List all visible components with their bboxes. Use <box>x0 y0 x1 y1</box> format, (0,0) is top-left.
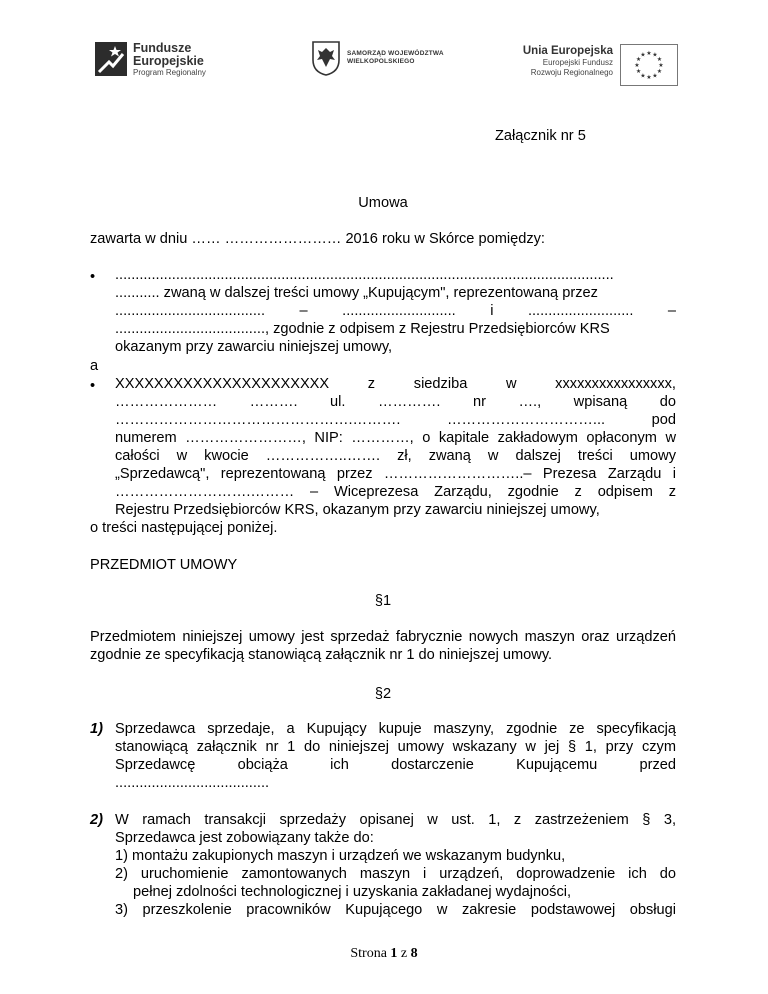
svg-text:★: ★ <box>658 62 664 69</box>
item-1-text <box>115 720 676 792</box>
party2-block <box>115 375 676 519</box>
svg-text:★: ★ <box>635 56 642 63</box>
party1-block <box>115 266 676 356</box>
party1-line: okazanym przy zawarciu niniejszej umowy, <box>115 339 393 355</box>
item-1-line: ...................................... <box>115 775 270 791</box>
item-2-line: Sprzedawca jest zobowiązany także do: <box>115 830 374 846</box>
party2-line: Rejestru Przedsiębiorców KRS, okazanym przy zawarciu niniejszej umowy, <box>115 502 600 518</box>
attachment-label: Załącznik nr 5 <box>495 128 586 144</box>
svg-text:★: ★ <box>656 68 663 75</box>
svg-text:★: ★ <box>646 50 652 57</box>
bullet-party1: • <box>90 269 96 285</box>
content-intro: o treści następującej poniżej. <box>90 520 278 536</box>
footer-of: z <box>400 946 408 961</box>
party2-line: XXXXXXXXXXXXXXXXXXXXXX z siedziba w xxxxxxxxxxxxxxxx, <box>115 376 676 392</box>
item-1-line: Sprzedawcę obciąża ich dostarczenie Kupującemu przed <box>115 757 676 773</box>
conjunction-a: a <box>90 358 99 374</box>
svg-text:★: ★ <box>635 68 642 75</box>
wlkp-line2: WIELKOPOLSKIEGO <box>347 58 415 65</box>
header-logos <box>0 34 768 94</box>
eu-flag-icon <box>620 44 678 86</box>
party1-line: ........... zwaną w dalszej treści umowy „Kupującym", reprezentowaną przez <box>115 285 598 301</box>
intro-text: zawarta w dniu …… …………………… 2016 roku w Skórce pomiędzy: <box>90 231 545 247</box>
party2-line: numerem ……………………, NIP: …………, o kapitale zakładowym opłaconym w <box>115 430 676 446</box>
party2-line: ………………………………………….………. …………………………... pod <box>115 412 676 428</box>
logo-fundusze-europejskie <box>95 42 206 78</box>
footer-page-number: 1 <box>390 946 398 961</box>
party2-line: ………………… ………. ul. …………. nr …., wpisaną do <box>115 394 676 410</box>
item-2-sub-2-cont: pełnej zdolności technologicznej i uzyskania zakładanej wydajności, <box>133 884 572 900</box>
paragraph-1-text: Przedmiotem niniejszej umowy jest sprzedaż fabrycznie nowych maszyn oraz urządzeń zgodnie ze specyfikacją stanowiącą załącznik nr 1 do niniejszej umowy. <box>90 629 676 663</box>
document-title: Umowa <box>358 195 408 211</box>
item-2-sub-3: 3) przeszkolenie pracowników Kupującego w zakresie podstawowej obsługi <box>115 902 676 918</box>
item-1-number: 1) <box>90 721 103 737</box>
item-2-sub-1: 1) montażu zakupionych maszyn i urządzeń we wskazanym budynku, <box>115 848 566 864</box>
item-1-line: stanowiącą załącznik nr 1 do niniejszej umowy wskazany w jej § 1, przy czym <box>115 739 676 755</box>
logo-samorzad-wielkopolski <box>311 40 444 76</box>
page-footer <box>0 945 768 963</box>
footer-prefix: Strona <box>350 946 387 961</box>
item-2-number: 2) <box>90 812 103 828</box>
paragraph-1-label: §1 <box>374 593 392 609</box>
party1-line-text: ..................................... – ............................ i .......................... – <box>115 303 676 319</box>
item-2-text <box>115 811 676 919</box>
fe-line2: Europejskie <box>133 54 204 68</box>
fe-line3: Program Regionalny <box>133 68 206 77</box>
svg-text:★: ★ <box>652 51 658 59</box>
svg-text:★: ★ <box>640 72 646 80</box>
wlkp-line1: SAMORZĄD WOJEWÓDZTWA <box>347 50 444 57</box>
section-title: PRZEDMIOT UMOWY <box>90 557 238 573</box>
party2-line: „Sprzedawcą", reprezentowaną przez ………………………..– Prezesa Zarządu i <box>115 466 676 482</box>
item-2-sub-2: 2) uruchomienie zamontowanych maszyn i urządzeń, doprowadzenie ich do <box>115 866 676 882</box>
bullet-party2: • <box>90 378 96 394</box>
item-1-line: Sprzedawca sprzedaje, a Kupujący kupuje maszyny, zgodnie ze specyfikacją <box>115 721 676 737</box>
item-2-line: W ramach transakcji sprzedaży opisanej w ust. 1, z zastrzeżeniem § 3, <box>115 812 676 828</box>
logo-unia-europejska <box>498 44 613 78</box>
ue-line1: Unia Europejska <box>522 45 613 57</box>
ue-line3: Rozwoju Regionalnego <box>530 68 613 77</box>
ue-line2: Europejski Fundusz <box>542 58 613 67</box>
paragraph-2-label: §2 <box>374 686 392 702</box>
party2-line: całości w kwocie ……………..……. zł, zwaną w dalszej treści umowy <box>115 448 676 464</box>
svg-text:★: ★ <box>646 74 652 81</box>
fe-line1: Fundusze <box>133 41 192 55</box>
party1-line <box>115 302 676 320</box>
party1-line: ........................................................................................................................... <box>115 267 614 283</box>
party1-line: ....................................., zgodnie z odpisem z Rejestru Przedsiębiorców KRS <box>115 321 610 337</box>
svg-text:★: ★ <box>634 62 640 69</box>
svg-text:★: ★ <box>640 51 646 59</box>
svg-text:★: ★ <box>656 56 663 63</box>
footer-page-total: 8 <box>410 946 418 961</box>
svg-text:★: ★ <box>652 72 658 80</box>
fundusze-europejskie-icon <box>95 42 127 76</box>
eagle-crest-icon <box>311 40 341 76</box>
party2-line: ……………………….……… – Wiceprezesa Zarządu, zgodnie z odpisem z <box>115 484 676 500</box>
